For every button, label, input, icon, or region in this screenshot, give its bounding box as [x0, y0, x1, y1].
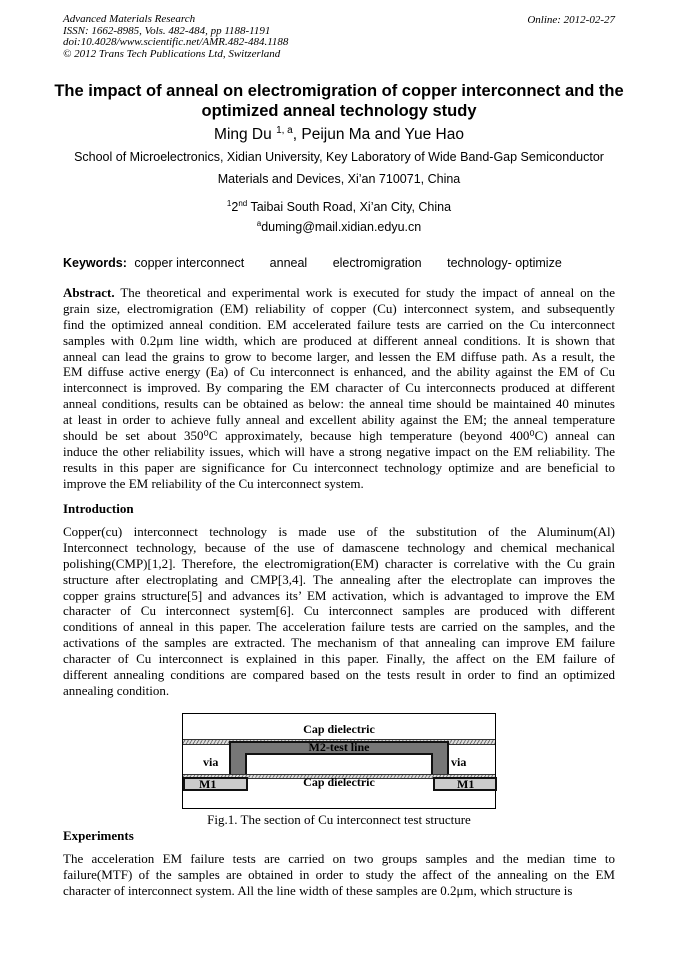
- keyword: copper interconnect: [134, 256, 245, 270]
- text-line: [63, 588, 615, 604]
- affiliation-line-1: School of Microelectronics, Xidian University, Key Laboratory of Wide Band-Gap Semiconductor: [74, 150, 604, 164]
- text-line: [63, 476, 615, 492]
- online-date: Online: 2012-02-27: [527, 14, 615, 26]
- m1-left: M1: [183, 777, 248, 791]
- text-line: [63, 285, 615, 301]
- text-line: [63, 317, 615, 333]
- other-authors: , Peijun Ma and Yue Hao: [292, 126, 464, 144]
- text-line: [63, 349, 615, 365]
- keyword: anneal: [269, 256, 308, 270]
- text-line: [63, 683, 615, 699]
- text-line: [63, 524, 615, 540]
- introduction-heading: Introduction: [63, 501, 134, 516]
- journal-name: Advanced Materials Research: [63, 13, 196, 25]
- copyright: © 2012 Trans Tech Publications Ltd, Switzerland: [63, 47, 281, 60]
- text-line-content: The theoretical and experimental work is executed for study the impact of anneal on the: [114, 285, 615, 300]
- text-line-content: structure after electroplating and CMP[3,4]. The annealing after the electroplate can improves the: [63, 571, 615, 587]
- m2-inner-gap: [245, 753, 433, 776]
- abstract: [63, 285, 615, 492]
- text-line: [63, 619, 615, 635]
- text-line: [63, 380, 615, 396]
- text-line-content: failure(MTF) of the samples are obtained in order to study the affect of the annealing on the EM: [63, 866, 615, 882]
- text-line-content: interconnect is improved. By comparing the EM character of Cu interconnects produced at different: [63, 380, 615, 396]
- email: [0, 219, 678, 234]
- text-line-content: anneal can lead the grains to grow to become larger, and lessen the EM diffuse path. As a result, the: [63, 348, 615, 364]
- author-1: Ming Du: [214, 126, 272, 144]
- text-line-content: Copper(cu) interconnect technology is made use of the substitution of the Aluminum(Al): [63, 524, 615, 539]
- email-address: duming@mail.xidian.edyu.cn: [261, 220, 422, 235]
- text-line: [63, 396, 615, 412]
- issn: ISSN: 1662-8985, Vols. 482-484, pp 1188-1191: [63, 24, 271, 37]
- keywords-label: Keywords:: [63, 256, 127, 270]
- text-line-content: anneal conditions, results can be obtained as below: the anneal time should be maintained 40 minutes: [63, 396, 615, 412]
- text-line-content: polishing(CMP)[1,2]. Therefore, the electromigration(EM) character is correlative with the Cu grain: [63, 555, 615, 571]
- text-line-content: samples with 0.2μm line width, which are produced at different anneal conditions. It is shown that: [63, 332, 615, 348]
- address-nd: nd: [238, 199, 248, 208]
- text-line: [63, 540, 615, 556]
- text-line-content: activations of the samples are extracted. The mechanism of that annealing can improve EM failure: [63, 635, 615, 651]
- authors: [0, 125, 678, 144]
- text-line: [63, 572, 615, 588]
- m1-right: M1: [433, 777, 497, 791]
- text-line-content: The acceleration EM failure tests are carried on two groups samples and the median time to: [63, 851, 615, 866]
- text-line: [63, 667, 615, 683]
- text-line-content: should be set about 350⁰C approximately, because high temperature (beyond 400⁰C) anneal can: [63, 428, 615, 444]
- text-line-content: conditions of anneal in this paper. The acceleration failure tests are carried on the samples, and the: [63, 619, 615, 635]
- experiments-heading: Experiments: [63, 828, 134, 843]
- text-line-content: character of Cu interconnect system[6]. Cu interconnect samples are produced with different: [63, 603, 615, 619]
- text-line-content: induce the other reliability issues, which will have a strong negative impact on the EM reliability. The: [63, 443, 615, 459]
- text-line: [63, 867, 615, 883]
- text-line-content: grain size, electromigration (EM) reliability of copper (Cu) interconnect system, and subsequently: [63, 300, 615, 316]
- text-line: [63, 635, 615, 651]
- text-line-content: improve the EM reliability of the Cu interconnect system.: [63, 475, 364, 491]
- address-rest: Taibai South Road, Xi’an City, China: [247, 200, 452, 215]
- text-line-content: annealing condition.: [63, 682, 170, 698]
- cap-dielectric-bottom-label: Cap dielectric: [303, 775, 375, 789]
- text-line: [63, 603, 615, 619]
- address: [0, 199, 678, 214]
- text-line: [63, 412, 615, 428]
- text-line-content: Interconnect technology, because of the use of damascene technology and chemical mechanical: [63, 539, 615, 555]
- keyword: technology- optimize: [447, 256, 562, 270]
- keyword: electromigration: [332, 256, 422, 270]
- text-line-content: copper grains structure[5] and advances its’ EM activation, which is advantaged to improve the EM: [63, 587, 615, 603]
- paper-title: The impact of anneal on electromigration of copper interconnect and the optimized anneal technology study: [54, 82, 624, 120]
- address-sup: 1: [226, 199, 232, 208]
- text-line: [63, 333, 615, 349]
- text-line: [63, 556, 615, 572]
- abstract-label: Abstract.: [63, 285, 115, 300]
- introduction-body: [63, 524, 615, 699]
- text-line: [63, 883, 615, 899]
- affiliation-line-2: Materials and Devices, Xi’an 710071, China: [217, 172, 461, 186]
- m2-label: M2-test line: [308, 740, 370, 754]
- text-line: [63, 651, 615, 667]
- text-line-content: EM diffuse active energy (Ea) of Cu interconnect is enhanced, and the ability against the EM of Cu: [63, 364, 615, 380]
- address-num: 2: [231, 200, 239, 215]
- keywords: [63, 256, 562, 270]
- figure-1: [182, 713, 496, 809]
- text-line-content: different annealing conditions are compared based on the tests result in order to find an optimized: [63, 667, 615, 683]
- doi: doi:10.4028/www.scientific.net/AMR.482-484.1188: [63, 36, 289, 48]
- via-right-label: via: [451, 755, 467, 769]
- text-line: [63, 460, 615, 476]
- text-line-content: character of Cu interconnect is explained in this paper. Finally, the affect on the EM failure of: [63, 651, 615, 667]
- experiments-body: [63, 851, 615, 899]
- email-sup: a: [256, 219, 262, 228]
- text-line-content: find the optimized anneal condition. EM accelerated failure tests are carried on the Cu interconnect: [63, 316, 615, 332]
- cap-dielectric-top-label: Cap dielectric: [303, 722, 375, 736]
- text-line: [63, 364, 615, 380]
- text-line: [63, 428, 615, 444]
- text-line-content: results in this paper are significance for Cu interconnect technology optimize and are beneficial to: [63, 459, 615, 475]
- figure-caption: Fig.1. The section of Cu interconnect test structure: [207, 812, 471, 827]
- text-line-content: character of interconnect system. All the line width of these samples are 0.2μm, which structure is: [63, 882, 573, 898]
- author-1-sup: 1, a: [276, 125, 293, 136]
- journal-header: [63, 14, 288, 60]
- text-line-content: at least in order to achieve fully anneal and excellent ability against the EM; the anneal temperature: [63, 412, 615, 428]
- text-line: [63, 301, 615, 317]
- via-left-label: via: [203, 755, 219, 769]
- text-line: [63, 851, 615, 867]
- text-line: [63, 444, 615, 460]
